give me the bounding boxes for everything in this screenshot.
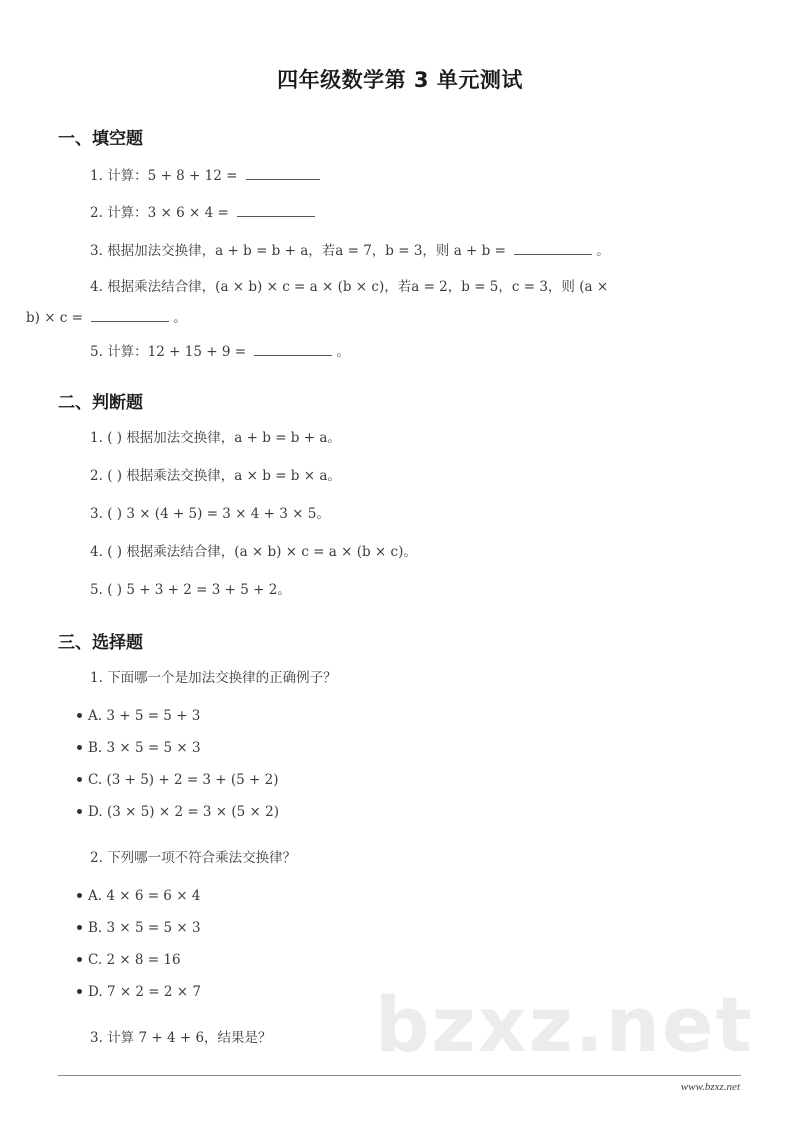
bullet-icon	[77, 713, 82, 718]
question-number: 3.	[90, 506, 103, 522]
question-number: 2.	[90, 850, 103, 866]
question-text: 计算：5 + 8 + 12 =	[107, 168, 238, 184]
question-number: 4.	[90, 279, 103, 295]
question-text: 下列哪一项不符合乘法交换律？	[107, 850, 297, 866]
question-text: 计算：12 + 15 + 9 =	[107, 344, 247, 360]
choice-option[interactable]	[77, 886, 200, 906]
judge-question-5	[90, 580, 291, 600]
option-text: 4 × 6 = 6 × 4	[106, 888, 201, 904]
question-text: 根据乘法结合律，(a × b) × c = a × (b × c)。	[126, 544, 417, 560]
fill-question-3	[90, 240, 610, 261]
question-text: 根据加法交换律，a + b = b + a，若a = 7，b = 3，则 a + b =	[107, 243, 506, 259]
question-text: 根据加法交换律，a + b = b + a。	[126, 430, 341, 446]
option-text: 3 × 5 = 5 × 3	[106, 740, 201, 756]
fill-question-5	[90, 341, 350, 362]
option-label: D.	[88, 804, 103, 820]
question-text: 根据乘法交换律，a × b = b × a。	[126, 468, 341, 484]
option-text: 3 × 5 = 5 × 3	[106, 920, 201, 936]
option-label: B.	[88, 740, 103, 756]
judge-question-1	[90, 428, 341, 448]
choice-question-2	[90, 848, 296, 868]
question-number: 2.	[90, 205, 103, 221]
choice-option[interactable]	[77, 706, 200, 726]
question-number: 3.	[90, 1030, 103, 1046]
option-label: D.	[88, 984, 103, 1000]
question-text: 计算：3 × 6 × 4 =	[107, 205, 229, 221]
option-text: 7 × 2 = 2 × 7	[106, 984, 201, 1000]
bullet-icon	[77, 989, 82, 994]
option-text: 3 + 5 = 5 + 3	[106, 708, 201, 724]
answer-bracket[interactable]: ( )	[107, 544, 123, 560]
section-heading-true-false: 二、判断题	[58, 393, 143, 413]
watermark: bzxz.net	[375, 980, 754, 1069]
question-number: 1.	[90, 168, 103, 184]
question-number: 2.	[90, 468, 103, 484]
footer-url: www.bzxz.net	[680, 1081, 740, 1093]
question-suffix: 。	[596, 243, 610, 259]
option-label: A.	[88, 888, 103, 904]
judge-question-3	[90, 504, 330, 524]
question-suffix: 。	[173, 310, 187, 326]
question-text: 计算 7 + 4 + 6，结果是？	[107, 1030, 272, 1046]
option-text: (3 × 5) × 2 = 3 × (5 × 2)	[106, 804, 280, 820]
page-title: 四年级数学第 3 单元测试	[277, 68, 523, 92]
fill-question-2	[90, 202, 319, 223]
answer-blank[interactable]	[514, 240, 592, 255]
question-text-line1: 根据乘法结合律，(a × b) × c = a × (b × c)，若a = 2，b = 5，c = 3，则 (a ×	[107, 279, 609, 295]
bullet-icon	[77, 745, 82, 750]
option-text: 2 × 8 = 16	[106, 952, 181, 968]
bullet-icon	[77, 893, 82, 898]
bullet-icon	[77, 777, 82, 782]
question-number: 4.	[90, 544, 103, 560]
answer-bracket[interactable]: ( )	[107, 468, 123, 484]
section-heading-multiple-choice: 三、选择题	[58, 633, 143, 653]
choice-option[interactable]	[77, 770, 279, 790]
answer-blank[interactable]	[246, 165, 320, 180]
option-label: C.	[88, 772, 103, 788]
section-heading-fill-in: 一、填空题	[58, 129, 143, 149]
question-text: 下面哪一个是加法交换律的正确例子？	[107, 670, 337, 686]
question-number: 1.	[90, 430, 103, 446]
choice-question-3	[90, 1028, 272, 1048]
bullet-icon	[77, 925, 82, 930]
option-label: C.	[88, 952, 103, 968]
fill-question-4	[26, 272, 748, 334]
option-text: (3 + 5) + 2 = 3 + (5 + 2)	[106, 772, 279, 788]
question-text: 5 + 3 + 2 = 3 + 5 + 2。	[126, 582, 291, 598]
question-number: 1.	[90, 670, 103, 686]
bullet-icon	[77, 809, 82, 814]
choice-option[interactable]	[77, 950, 181, 970]
answer-bracket[interactable]: ( )	[107, 582, 123, 598]
choice-option[interactable]	[77, 738, 201, 758]
choice-option[interactable]	[77, 982, 201, 1002]
judge-question-2	[90, 466, 341, 486]
answer-bracket[interactable]: ( )	[107, 506, 123, 522]
answer-blank[interactable]	[254, 341, 332, 356]
bullet-icon	[77, 957, 82, 962]
fill-question-1	[90, 165, 324, 186]
answer-blank[interactable]	[237, 202, 315, 217]
judge-question-4	[90, 542, 417, 562]
choice-question-1	[90, 668, 337, 688]
choice-option[interactable]	[77, 802, 279, 822]
answer-blank[interactable]	[91, 307, 169, 322]
question-number: 5.	[90, 582, 103, 598]
answer-bracket[interactable]: ( )	[107, 430, 123, 446]
option-label: B.	[88, 920, 103, 936]
question-number: 5.	[90, 344, 103, 360]
footer-rule	[58, 1075, 741, 1076]
option-label: A.	[88, 708, 103, 724]
question-text: 3 × (4 + 5) = 3 × 4 + 3 × 5。	[126, 506, 330, 522]
question-text-line2: b) × c =	[26, 310, 83, 326]
question-number: 3.	[90, 243, 103, 259]
choice-option[interactable]	[77, 918, 201, 938]
question-suffix: 。	[336, 344, 350, 360]
